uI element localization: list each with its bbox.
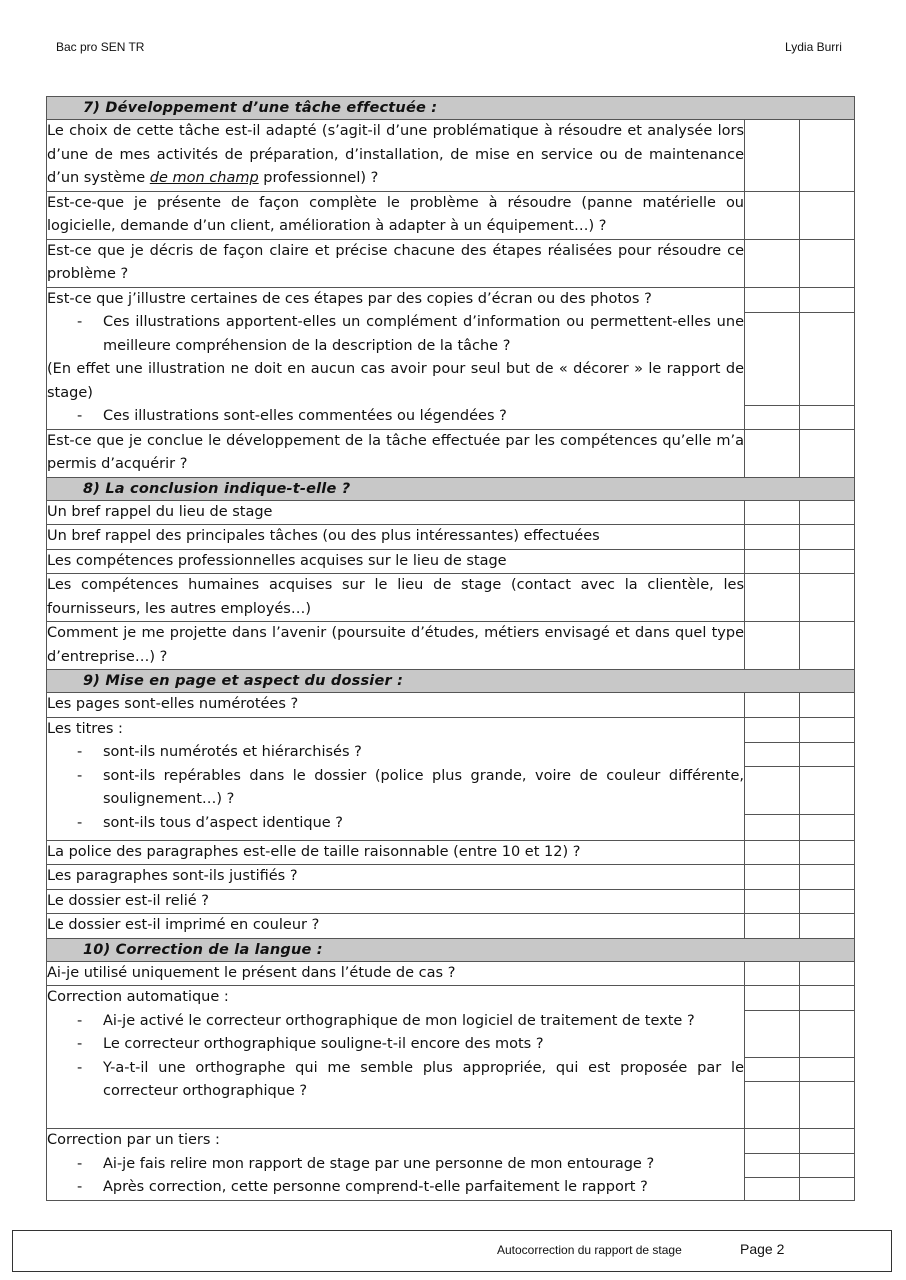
checkbox-cell-a[interactable] — [745, 288, 799, 312]
question-group — [47, 287, 745, 429]
table-row — [47, 429, 855, 477]
table-row — [47, 914, 855, 939]
checkbox-cell-b[interactable] — [800, 312, 854, 405]
checkbox-column-b — [800, 1129, 855, 1201]
question-text: Le choix de cette tâche est-il adapté (s’agit-il d’une problématique à résoudre et analysée lors d’une de mes activités de préparation, d’installation, de mise en service ou de maintenance d’un système — [47, 123, 744, 186]
table-row — [47, 574, 855, 622]
sub-question-text: Ai-je activé le correcteur orthographique de mon logiciel de traitement de texte ? — [103, 1012, 695, 1029]
footer-title: Autocorrection du rapport de stage — [497, 1243, 682, 1257]
checkbox-cell-b[interactable] — [800, 961, 855, 986]
checkbox-cell-a[interactable] — [745, 574, 800, 622]
checkbox-column-a — [745, 717, 800, 840]
checkbox-cell-a[interactable] — [745, 120, 800, 192]
checkbox-cell-b[interactable] — [800, 500, 855, 525]
emphasis-text: de mon champ — [149, 170, 259, 186]
checkbox-cell-a[interactable] — [745, 914, 800, 939]
checkbox-cell-a[interactable] — [745, 525, 800, 550]
section-title: 9) Mise en page et aspect du dossier : — [47, 670, 855, 693]
table-row — [47, 717, 855, 840]
question: Est-ce-que je présente de façon complète le problème à résoudre (panne matérielle ou logicielle, demande d’un client, amélioration à adapter à un équipement…) ? — [47, 191, 745, 239]
sub-question — [47, 1057, 744, 1104]
table-row — [47, 986, 855, 1129]
question: Est-ce que j’illustre certaines de ces étapes par des copies d’écran ou des photos ? — [47, 290, 652, 307]
sub-question-text: Le correcteur orthographique souligne-t-il encore des mots ? — [103, 1036, 544, 1052]
checkbox-cell-a[interactable] — [745, 549, 800, 574]
section-10-header — [47, 938, 855, 961]
checkbox-cell-a[interactable] — [745, 865, 800, 890]
checkbox-cell-a[interactable] — [745, 1081, 799, 1128]
sub-question — [47, 765, 744, 812]
spacer — [745, 1129, 799, 1153]
sub-question — [47, 311, 744, 358]
question: Un bref rappel du lieu de stage — [47, 500, 745, 525]
checkbox-cell-b[interactable] — [800, 693, 855, 718]
checkbox-cell-b[interactable] — [800, 742, 854, 766]
checkbox-cell-b[interactable] — [800, 766, 854, 814]
section-title: 7) Développement d’une tâche effectuée : — [47, 97, 855, 120]
question: Correction automatique : — [47, 989, 229, 1005]
checkbox-cell-b[interactable] — [800, 889, 855, 914]
checkbox-cell-b[interactable] — [800, 288, 854, 312]
question: Les paragraphes sont-ils justifiés ? — [47, 865, 745, 890]
table-row — [47, 120, 855, 192]
note: (En effet une illustration ne doit en aucun cas avoir pour seul but de « décorer » le rapport de stage) — [47, 361, 744, 401]
checkbox-column-b — [800, 287, 855, 429]
question: Un bref rappel des principales tâches (ou des plus intéressantes) effectuées — [47, 525, 745, 550]
checkbox-cell-b[interactable] — [800, 865, 855, 890]
table-row — [47, 840, 855, 865]
page-number: Page 2 — [740, 1241, 785, 1257]
checkbox-cell-b[interactable] — [800, 525, 855, 550]
checkbox-cell-b[interactable] — [800, 191, 855, 239]
bullet-dash: - — [77, 814, 83, 831]
checkbox-cell-a[interactable] — [745, 622, 800, 670]
bullet-dash: - — [77, 1059, 83, 1076]
table-row — [47, 1129, 855, 1201]
question: Comment je me projette dans l’avenir (poursuite d’études, métiers envisagé et dans quel type d’entreprise…) ? — [47, 622, 745, 670]
question: Les compétences professionnelles acquises sur le lieu de stage — [47, 549, 745, 574]
sub-question — [47, 741, 744, 765]
header-right: Lydia Burri — [785, 40, 842, 54]
checkbox-cell-a[interactable] — [745, 239, 800, 287]
checkbox-cell-a[interactable] — [745, 312, 799, 405]
bullet-dash: - — [77, 314, 83, 330]
question-text: professionnel) ? — [258, 170, 379, 186]
bullet-dash: - — [77, 1155, 83, 1172]
checkbox-cell-b[interactable] — [800, 1081, 854, 1128]
checkbox-cell-a[interactable] — [745, 742, 799, 766]
spacer — [800, 718, 854, 742]
checkbox-cell-b[interactable] — [800, 429, 855, 477]
checkbox-cell-b[interactable] — [800, 622, 855, 670]
spacer — [745, 718, 799, 742]
checkbox-cell-a[interactable] — [745, 1010, 799, 1057]
question: La police des paragraphes est-elle de taille raisonnable (entre 10 et 12) ? — [47, 840, 745, 865]
checkbox-cell-a[interactable] — [745, 191, 800, 239]
spacer — [745, 986, 799, 1010]
checkbox-column-a — [745, 986, 800, 1129]
checkbox-cell-b[interactable] — [800, 1153, 854, 1177]
checkbox-column-b — [800, 986, 855, 1129]
checkbox-cell-b[interactable] — [800, 1057, 854, 1081]
table-row — [47, 239, 855, 287]
sub-question — [47, 1153, 744, 1177]
section-9-header — [47, 670, 855, 693]
checkbox-cell-a[interactable] — [745, 1057, 799, 1081]
bullet-dash: - — [77, 1179, 83, 1195]
sub-question-text: sont-ils tous d’aspect identique ? — [103, 814, 343, 831]
table-row — [47, 693, 855, 718]
checkbox-cell-b[interactable] — [800, 1177, 854, 1200]
question: Les pages sont-elles numérotées ? — [47, 693, 745, 718]
checkbox-cell-b[interactable] — [800, 549, 855, 574]
header-left: Bac pro SEN TR — [56, 40, 145, 54]
checkbox-cell-a[interactable] — [745, 766, 799, 814]
question-group — [47, 986, 745, 1129]
checkbox-cell-a[interactable] — [745, 840, 800, 865]
sub-question — [47, 1010, 744, 1034]
checkbox-cell-a[interactable] — [745, 405, 799, 428]
bullet-dash: - — [77, 408, 83, 424]
sub-question — [47, 1033, 744, 1057]
checkbox-cell-a[interactable] — [745, 961, 800, 986]
table-row — [47, 865, 855, 890]
checkbox-cell-a[interactable] — [745, 814, 799, 840]
checkbox-cell-b[interactable] — [800, 120, 855, 192]
sub-question-text: Ces illustrations apportent-elles un complément d’information ou permettent-elles une meilleure compréhension de la description de la tâche ? — [103, 314, 744, 354]
checklist-table — [46, 96, 855, 1201]
checkbox-cell-a[interactable] — [745, 693, 800, 718]
table-row — [47, 889, 855, 914]
question-group — [47, 717, 745, 840]
section-title: 8) La conclusion indique-t-elle ? — [47, 477, 855, 500]
question: Est-ce que je conclue le développement de la tâche effectuée par les compétences qu’elle m’a permis d’acquérir ? — [47, 429, 745, 477]
bullet-dash: - — [77, 1036, 83, 1052]
checkbox-column-a — [745, 287, 800, 429]
checkbox-cell-a[interactable] — [745, 429, 800, 477]
question: Les titres : — [47, 720, 123, 737]
table-row — [47, 500, 855, 525]
table-row — [47, 191, 855, 239]
checkbox-cell-b[interactable] — [800, 405, 854, 428]
checkbox-cell-b[interactable] — [800, 239, 855, 287]
sub-question — [47, 812, 744, 840]
sub-question-text: Ai-je fais relire mon rapport de stage par une personne de mon entourage ? — [103, 1155, 655, 1172]
table-row — [47, 525, 855, 550]
table-row — [47, 961, 855, 986]
spacer — [800, 986, 854, 1010]
sub-question-text: Ces illustrations sont-elles commentées ou légendées ? — [103, 408, 507, 424]
question: Le dossier est-il imprimé en couleur ? — [47, 914, 745, 939]
sub-question — [47, 405, 744, 429]
sub-question — [47, 1176, 744, 1200]
table-row — [47, 287, 855, 429]
bullet-dash: - — [77, 744, 83, 760]
checkbox-cell-a[interactable] — [745, 1153, 799, 1177]
question: Est-ce que je décris de façon claire et précise chacune des étapes réalisées pour résoudre ce problème ? — [47, 239, 745, 287]
table-row — [47, 549, 855, 574]
checkbox-cell-a[interactable] — [745, 889, 800, 914]
table-row — [47, 622, 855, 670]
question — [47, 120, 745, 192]
sub-question-text: Après correction, cette personne comprend-t-elle parfaitement le rapport ? — [103, 1179, 648, 1195]
question: Les compétences humaines acquises sur le lieu de stage (contact avec la clientèle, les fournisseurs, les autres employés…) — [47, 574, 745, 622]
section-7-header — [47, 97, 855, 120]
question-group — [47, 1129, 745, 1201]
checkbox-cell-b[interactable] — [800, 840, 855, 865]
bullet-dash: - — [77, 767, 83, 784]
bullet-dash: - — [77, 1012, 83, 1029]
checkbox-cell-a[interactable] — [745, 1177, 799, 1200]
sub-question-text: sont-ils repérables dans le dossier (police plus grande, voire de couleur différente, soulignement…) ? — [103, 767, 744, 807]
checkbox-cell-b[interactable] — [800, 1010, 854, 1057]
sub-question-text: Y-a-t-il une orthographe qui me semble plus appropriée, qui est proposée par le correcteur orthographique ? — [103, 1059, 744, 1099]
section-8-header — [47, 477, 855, 500]
question: Correction par un tiers : — [47, 1132, 220, 1148]
checkbox-cell-b[interactable] — [800, 914, 855, 939]
section-title: 10) Correction de la langue : — [47, 938, 855, 961]
checkbox-cell-a[interactable] — [745, 500, 800, 525]
spacer — [800, 1129, 854, 1153]
checkbox-cell-b[interactable] — [800, 574, 855, 622]
question: Ai-je utilisé uniquement le présent dans l’étude de cas ? — [47, 961, 745, 986]
checkbox-column-b — [800, 717, 855, 840]
checkbox-column-a — [745, 1129, 800, 1201]
sub-question-text: sont-ils numérotés et hiérarchisés ? — [103, 744, 362, 760]
question: Le dossier est-il relié ? — [47, 889, 745, 914]
checkbox-cell-b[interactable] — [800, 814, 854, 840]
